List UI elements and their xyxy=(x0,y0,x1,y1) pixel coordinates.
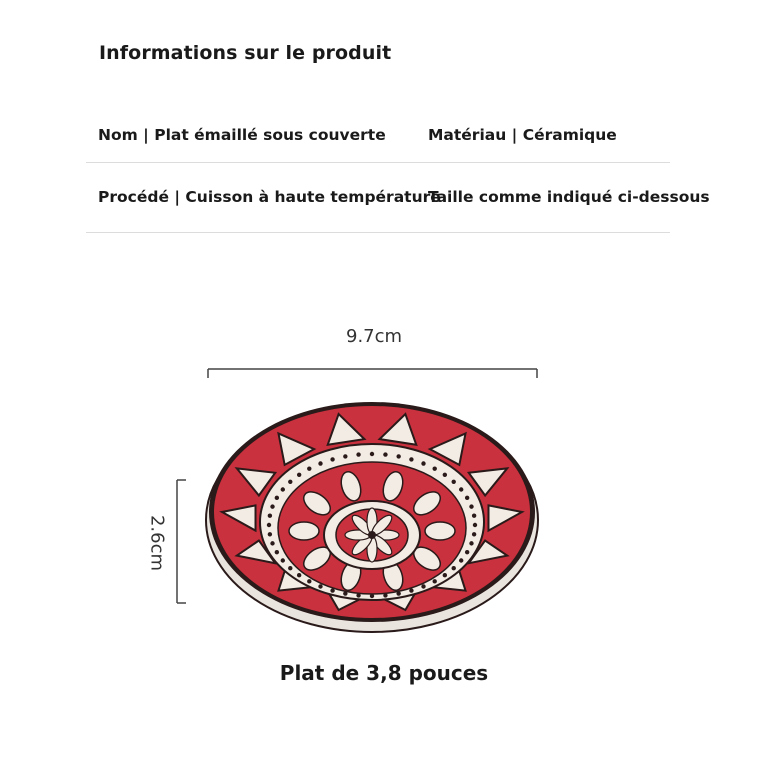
width-dimension-label: 9.7cm xyxy=(346,326,403,347)
plate-pattern xyxy=(318,461,322,465)
plate-pattern xyxy=(396,454,400,458)
plate-pattern xyxy=(465,496,469,500)
plate-pattern xyxy=(472,532,476,536)
plate-pattern xyxy=(452,480,456,484)
bowl-icon xyxy=(206,402,538,632)
plate-pattern xyxy=(421,584,425,588)
plate-pattern xyxy=(425,522,455,540)
plate-pattern xyxy=(270,541,274,545)
plate-pattern xyxy=(270,504,274,508)
plate-pattern xyxy=(288,566,292,570)
plate-pattern xyxy=(370,452,374,456)
plate-pattern xyxy=(281,558,285,562)
plate-pattern xyxy=(330,457,334,461)
product-caption: Plat de 3,8 pouces xyxy=(279,661,489,685)
plate-pattern xyxy=(275,496,279,500)
height-dimension-label: 2.6cm xyxy=(146,514,168,572)
plate-pattern xyxy=(268,514,272,518)
plate-pattern xyxy=(267,523,271,527)
plate-pattern xyxy=(452,566,456,570)
plate-pattern xyxy=(409,457,413,461)
height-dimension-line xyxy=(177,480,186,603)
plate-pattern xyxy=(297,473,301,477)
plate-pattern xyxy=(443,473,447,477)
plate-pattern xyxy=(433,579,437,583)
plate-pattern xyxy=(307,466,311,470)
plate-pattern xyxy=(383,452,387,456)
plate-pattern xyxy=(281,487,285,491)
plate-pattern xyxy=(433,466,437,470)
plate-pattern xyxy=(275,550,279,554)
page-title: Informations sur le produit xyxy=(99,42,392,64)
width-dimension-line xyxy=(208,369,537,378)
plate-pattern xyxy=(307,579,311,583)
plate-pattern xyxy=(472,514,476,518)
plate-pattern xyxy=(297,573,301,577)
plate-pattern xyxy=(343,454,347,458)
plate-pattern xyxy=(465,550,469,554)
spec-process: Procédé | Cuisson à haute température xyxy=(98,188,441,206)
plate-pattern xyxy=(356,452,360,456)
plate-pattern xyxy=(288,480,292,484)
plate-pattern xyxy=(443,573,447,577)
plate-pattern xyxy=(469,504,473,508)
plate-pattern xyxy=(459,558,463,562)
spec-name: Nom | Plat émaillé sous couverte xyxy=(98,126,386,144)
plate-pattern xyxy=(318,584,322,588)
plate-pattern xyxy=(289,522,319,540)
plate-pattern xyxy=(473,523,477,527)
plate-pattern xyxy=(268,532,272,536)
spec-size: Taille comme indiqué ci-dessous xyxy=(428,188,710,206)
plate-pattern xyxy=(469,541,473,545)
plate-pattern xyxy=(421,461,425,465)
spec-material: Matériau | Céramique xyxy=(428,126,617,144)
plate-pattern xyxy=(459,487,463,491)
